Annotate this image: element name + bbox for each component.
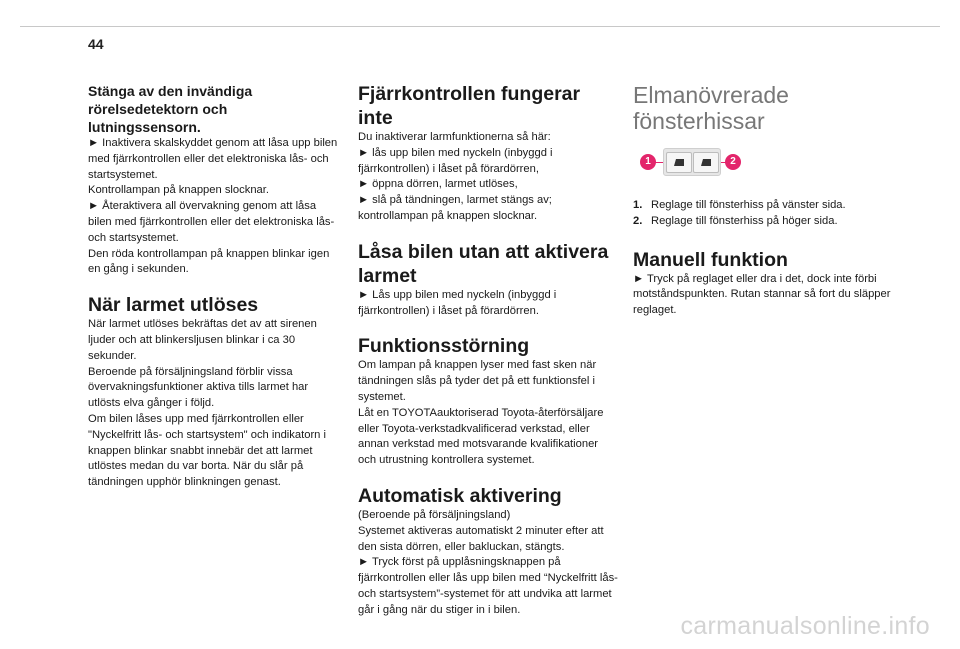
top-rule — [20, 26, 940, 27]
heading-manual-operation: Manuell funktion — [633, 248, 788, 271]
paragraph: ► Lås upp bilen med nyckeln (inbyggd i fjärrkontrollen) i låset på förardörren. — [358, 288, 557, 317]
window-switch-icon — [699, 157, 713, 168]
paragraph: ► öppna dörren, larmet utlöses, — [358, 178, 518, 191]
paragraph: (Beroende på försäljningsland) — [358, 508, 511, 521]
heading-disable-sensors: Stänga av den invändiga rörelsedetektorn och lutningssensorn. — [88, 83, 253, 135]
paragraph: Kontrollampan på knappen slocknar. — [88, 184, 269, 197]
paragraph: Låt en TOYOTAauktoriserad Toyota-återförsäljare eller Toyota-verkstadkvalificerad verkstad, eller annan verkstad med motsvarande kvalifikationer och utrustning kontrollera systemet. — [358, 406, 604, 467]
callout-1: 1 — [640, 154, 656, 170]
column-left — [88, 82, 340, 491]
paragraph: Beroende på försäljningsland förblir vissa övervakningsfunktioner aktiva tills larmet har utlösts elva gånger i följd. — [88, 365, 309, 410]
paragraph: Den röda kontrollampan på knappen blinkar igen en gång i sekunden. — [88, 247, 330, 276]
watermark: carmanualsonline.info — [680, 612, 930, 640]
paragraph: Om bilen låses upp med fjärrkontrollen eller "Nyckelfritt lås- och startsystem" och indikatorn i knappen blinkar snabbt innebär det att larmet utlöstes medan du var borta. När du slår på tändningen upphör blinkningen genast. — [88, 412, 326, 489]
page-number: 44 — [88, 36, 104, 52]
right-window-switch — [693, 152, 719, 173]
paragraph: ► Återaktivera all övervakning genom att låsa bilen med fjärrkontrollen eller det elektroniska lås- och startsystemet. — [88, 200, 335, 244]
paragraph: ► Tryck först på upplåsningsknappen på fjärrkontrollen eller lås upp bilen med “Nyckelfritt lås- och startsystem”-systemet för att undvika att larmet går i gång när du stiger in i bilen. — [358, 556, 618, 616]
column-middle — [358, 82, 618, 619]
heading-power-windows: Elmanövrerade fönsterhissar — [633, 82, 789, 134]
paragraph: ► lås upp bilen med nyckeln (inbyggd i fjärrkontrollen) i låset på förardörren, — [358, 146, 553, 175]
list-number: 1. — [633, 199, 643, 211]
list-text: Reglage till fönsterhiss på vänster sida. — [651, 199, 846, 211]
paragraph: ► Tryck på reglaget eller dra i det, dock inte förbi motståndspunkten. Rutan stannar så fort du släpper reglaget. — [633, 272, 891, 317]
list-number: 2. — [633, 214, 643, 227]
heading-automatic-activation: Automatisk aktivering — [358, 484, 562, 507]
paragraph: När larmet utlöses bekräftas det av att sirenen ljuder och att blinkersljusen blinkar i ca 30 sekunder. — [88, 318, 317, 362]
heading-alarm-triggered: När larmet utlöses — [88, 294, 259, 317]
heading-malfunction: Funktionsstörning — [358, 335, 530, 358]
list-item — [633, 198, 895, 214]
paragraph: ► Inaktivera skalskyddet genom att låsa upp bilen med fjärrkontrollen eller det elektroniska lås- och startsystemet. — [88, 137, 338, 181]
numbered-list — [633, 198, 895, 230]
window-switch-figure — [635, 140, 739, 188]
heading-remote-not-working: Fjärrkontrollen fungerar inte — [358, 83, 581, 129]
window-switch-panel — [663, 148, 721, 176]
list-text: Reglage till fönsterhiss på höger sida. — [651, 214, 838, 227]
window-switch-icon — [672, 157, 686, 168]
paragraph: Om lampan på knappen lyser med fast sken när tändningen slås på tyder det på ett funktionsfel i systemet. — [358, 359, 597, 403]
callout-2: 2 — [725, 154, 741, 170]
paragraph: Du inaktiverar larmfunktionerna så här: — [358, 131, 551, 143]
column-right — [633, 82, 895, 319]
list-item — [633, 214, 895, 230]
paragraph: Systemet aktiveras automatiskt 2 minuter efter att den sista dörren, eller bakluckan, stängts. — [358, 524, 604, 553]
heading-lock-without-alarm: Låsa bilen utan att aktivera larmet — [358, 240, 609, 287]
paragraph: ► slå på tändningen, larmet stängs av; kontrollampan på knappen slocknar. — [358, 194, 552, 222]
left-window-switch — [666, 152, 692, 173]
